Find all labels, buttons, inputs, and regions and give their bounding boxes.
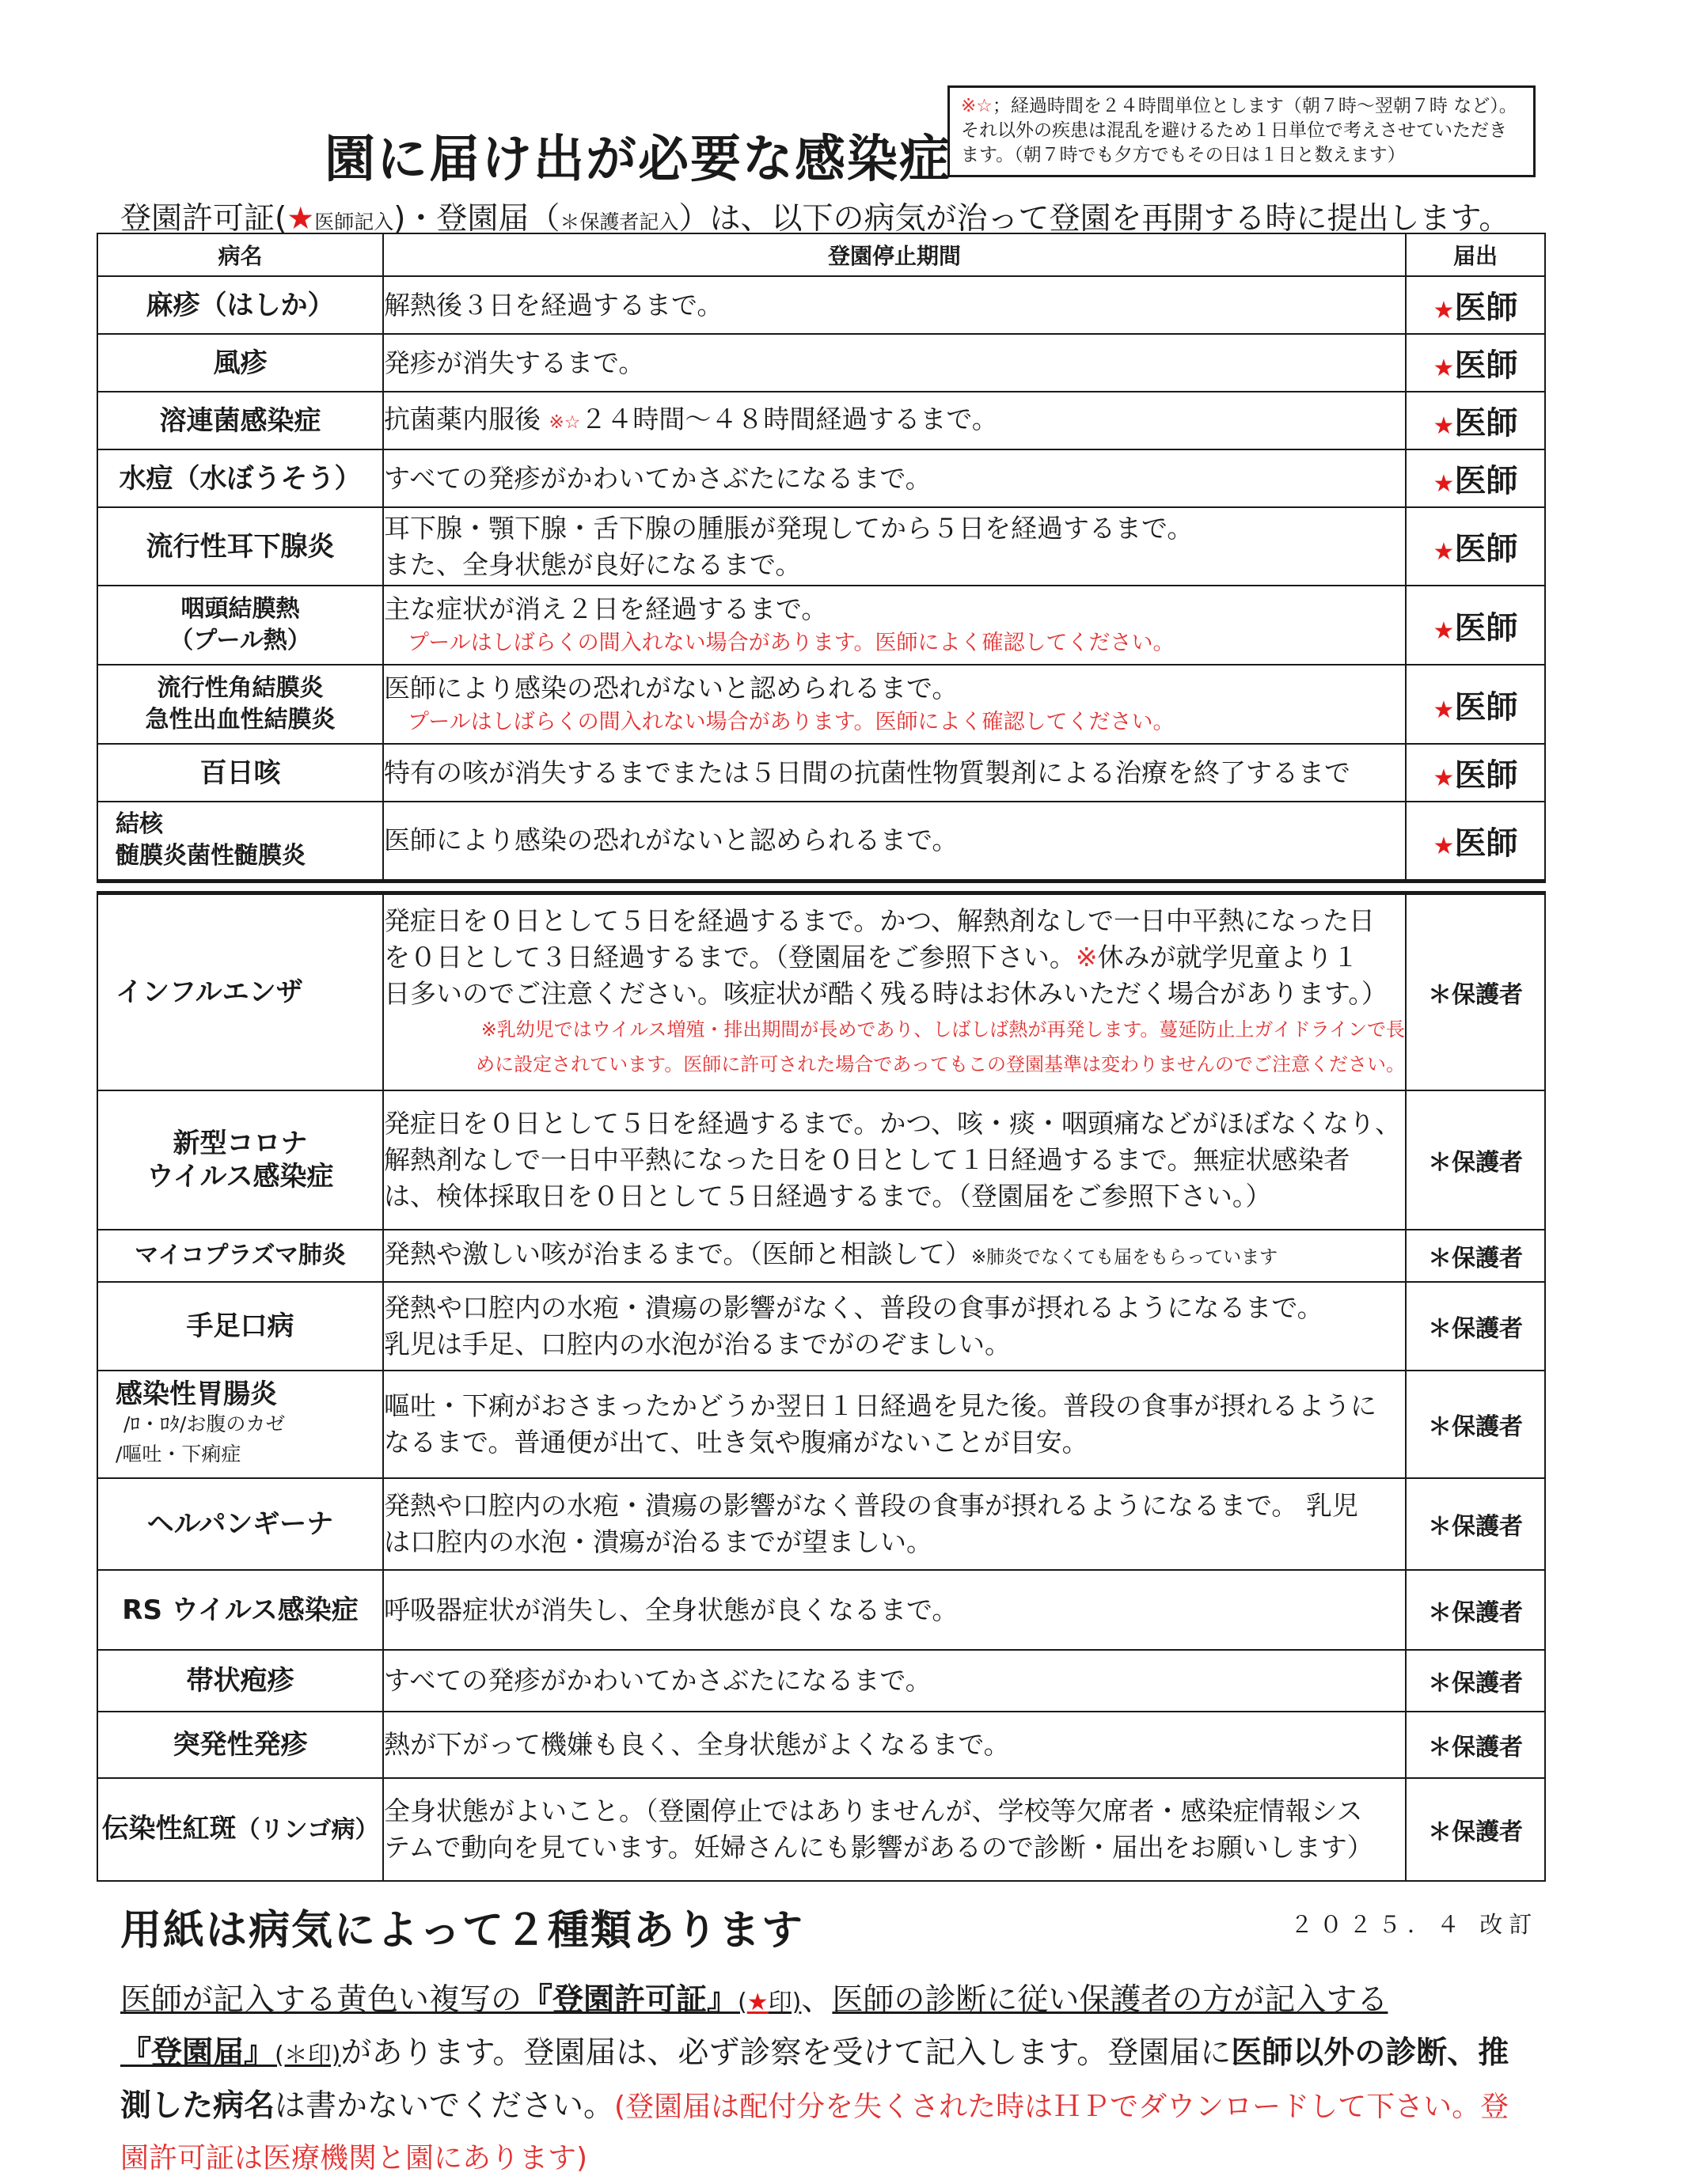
intro-part: 医師記入	[314, 210, 394, 233]
foot-text: 、	[801, 1982, 833, 2018]
table-row	[97, 392, 1545, 449]
table-row	[97, 1650, 1545, 1712]
influenza-warning: ※乳幼児ではウイルス増殖・排出期間が長めであり、しばしば熱が再発します。蔓延防止上ガイドラインで長	[480, 1018, 1405, 1041]
table-row	[97, 744, 1545, 802]
disease-name-line: （プール熱）	[169, 627, 311, 654]
foot-text: 医師以外の診断、推測した病名	[120, 2035, 1509, 2124]
section-divider	[97, 881, 1545, 893]
disease-name: 突発性発疹	[97, 1712, 383, 1778]
period-line: 全身状態がよいこと。（登園停止ではありませんが、学校等欠席者・感染症情報シス	[384, 1795, 1363, 1826]
intro-line	[120, 194, 1509, 238]
disease-name-line: 急性出血性結膜炎	[145, 706, 336, 734]
divider-cell	[97, 881, 1545, 893]
disease-name	[97, 1090, 383, 1230]
table-row	[97, 893, 1545, 1090]
report-doctor	[1406, 449, 1545, 507]
foot-text: (＊印)	[275, 2042, 341, 2069]
period-line: は口腔内の水泡・潰瘍が治るまでが望ましい。	[384, 1526, 932, 1557]
note-text: ；経過時間を２４時間単位とします（朝７時〜翌朝７時 など）。それ以外の疾患は混乱を避けるため１日単位で考えさせていただきます。（朝７時でも夕方でもその日は１日と数えます）	[961, 96, 1517, 165]
disease-name-sub: /嘔吐・下痢症	[116, 1443, 241, 1465]
table-row	[97, 276, 1545, 334]
report-guardian: ＊保護者	[1406, 893, 1545, 1090]
disease-name-line: ウイルス感染症	[146, 1161, 334, 1192]
table-row	[97, 1090, 1545, 1230]
exclusion-period: 特有の咳が消失するまでまたは５日間の抗菌性物質製剤による治療を終了するまで	[383, 744, 1406, 802]
report-label: 医師	[1454, 531, 1518, 567]
header-period: 登園停止期間	[383, 233, 1406, 276]
period-line: 乳児は手足、口腔内の水泡が治るまでがのぞましい。	[384, 1329, 1011, 1359]
exclusion-period	[383, 1282, 1406, 1371]
exclusion-period: すべての発疹がかわいてかさぶたになるまで。	[383, 449, 1406, 507]
report-guardian: ＊保護者	[1406, 1712, 1545, 1778]
period-text: を０日として３日経過するまで。（登園届をご参照下さい。	[384, 941, 1076, 973]
table-row	[97, 1712, 1545, 1778]
star-icon: ★	[1433, 616, 1455, 645]
exclusion-period: 熱が下がって機嫌も良く、全身状態がよくなるまで。	[383, 1712, 1406, 1778]
period-mark: ※☆	[549, 411, 581, 433]
exclusion-period: 医師により感染の恐れがないと認められるまで。	[383, 802, 1406, 881]
disease-name: 手足口病	[97, 1282, 383, 1371]
disease-name-sub: /ﾛ・ﾛﾀ/お腹のカゼ	[123, 1412, 286, 1435]
period-text: 休みが就学児童より１	[1097, 941, 1359, 973]
table-row	[97, 1230, 1545, 1282]
table-row	[97, 1478, 1545, 1570]
disease-name-part: （リンゴ病）	[236, 1816, 379, 1844]
star-icon: ★	[1433, 764, 1455, 792]
disease-name: 帯状疱疹	[97, 1650, 383, 1712]
report-label: 医師	[1454, 757, 1518, 794]
pool-note: プールはしばらくの間入れない場合があります。医師によく確認してください。	[408, 710, 1175, 734]
exclusion-period	[383, 893, 1406, 1090]
exclusion-period: 発疹が消失するまで。	[383, 334, 1406, 392]
header-report: 届出	[1406, 233, 1545, 276]
report-guardian: ＊保護者	[1406, 1371, 1545, 1478]
period-line: は、検体採取日を０日として５日経過するまで。（登園届をご参照下さい。）	[384, 1181, 1272, 1211]
period-line: 解熱剤なしで一日中平熱になった日を０日として１日経過するまで。無症状感染者	[384, 1144, 1350, 1175]
star-icon: ★	[746, 1989, 769, 2016]
period-text: ２４時間〜４８時間経過するまで。	[580, 403, 998, 434]
disease-name-line: 結核	[116, 810, 163, 839]
period-line: 発症日を０日として５日を経過するまで。かつ、解熱剤なしで一日中平熱になった日	[384, 904, 1376, 936]
star-icon: ★	[1433, 355, 1455, 382]
report-label: 医師	[1454, 463, 1518, 499]
note-mark: ※☆	[961, 96, 993, 116]
table-row	[97, 334, 1545, 392]
table-row	[97, 1282, 1545, 1371]
influenza-warning: めに設定されています。医師に許可された場合であってもこの登園基準は変わりませんのでご注意ください。	[476, 1052, 1405, 1075]
forms-explanation	[120, 1975, 1537, 2184]
foot-text: があります。登園届は、必ず診察を受けて記入します。登園届に	[340, 2035, 1232, 2071]
disease-name	[97, 665, 383, 744]
exclusion-period	[383, 1090, 1406, 1230]
exclusion-period	[383, 1778, 1406, 1881]
report-label: 医師	[1454, 825, 1518, 862]
period-line: 耳下腺・顎下腺・舌下腺の腫脹が発現してから５日を経過するまで。	[384, 512, 1194, 544]
period-line: 発熱や口腔内の水疱・潰瘍の影響がなく、普段の食事が摂れるようになるまで。	[384, 1292, 1323, 1323]
report-doctor	[1406, 334, 1545, 392]
period-line: 日多いのでご注意ください。咳症状が酷く残る時はお休みいただく場合があります。）	[384, 977, 1388, 1009]
table-row	[97, 449, 1545, 507]
disease-name: 水痘（水ぼうそう）	[97, 449, 383, 507]
pool-note: プールはしばらくの間入れない場合があります。医師によく確認してください。	[408, 631, 1175, 655]
disease-name-line: 感染性胃腸炎	[116, 1378, 277, 1410]
disease-name: 風疹	[97, 334, 383, 392]
disease-name	[97, 802, 383, 881]
foot-text: 医師が記入する黄色い複写の	[120, 1982, 522, 2018]
disease-name: ヘルパンギーナ	[97, 1478, 383, 1570]
period-text: 発熱や激しい咳が治まるまで。（医師と相談して）	[384, 1238, 971, 1269]
period-line: 発熱や口腔内の水疱・潰瘍の影響がなく普段の食事が摂れるようになるまで。 乳児	[384, 1490, 1358, 1521]
period-mark: ※	[1075, 941, 1098, 973]
period-note: ※肺炎でなくても届をもらっています	[970, 1247, 1278, 1268]
report-doctor	[1406, 744, 1545, 802]
report-label: 医師	[1454, 290, 1518, 326]
star-icon: ★	[1433, 832, 1455, 860]
disease-name	[97, 1371, 383, 1478]
star-icon: ★	[1433, 412, 1455, 440]
table-row	[97, 1570, 1545, 1650]
disease-name: RS ウイルス感染症	[97, 1570, 383, 1650]
exclusion-period: 呼吸器症状が消失し、全身状態が良くなるまで。	[383, 1570, 1406, 1650]
report-doctor	[1406, 586, 1545, 665]
exclusion-period	[383, 507, 1406, 586]
exclusion-period	[383, 665, 1406, 744]
foot-text: 『登園届』	[120, 2035, 275, 2071]
report-doctor	[1406, 802, 1545, 881]
period-line	[384, 939, 1405, 976]
report-guardian: ＊保護者	[1406, 1570, 1545, 1650]
download-note: (登園届は配付分を失くされた時はＨＰでダウンロードして下さい。登園許可証は医療機関と園にあります)	[120, 2091, 1509, 2175]
period-line: なるまで。普通便が出て、吐き気や腹痛がないことが目安。	[384, 1427, 1088, 1458]
exclusion-period: 解熱後３日を経過するまで。	[383, 276, 1406, 334]
period-line: 医師により感染の恐れがないと認められるまで。	[384, 673, 959, 703]
foot-text: 印)	[768, 1989, 802, 2016]
table-row	[97, 1371, 1545, 1478]
table-header-row	[97, 233, 1545, 276]
disease-name: インフルエンザ	[97, 893, 383, 1090]
disease-name: 溶連菌感染症	[97, 392, 383, 449]
report-label: 医師	[1454, 405, 1518, 442]
period-line: 主な症状が消え２日を経過するまで。	[384, 593, 828, 624]
report-guardian: ＊保護者	[1406, 1650, 1545, 1712]
exclusion-period	[383, 1230, 1406, 1282]
revision-date: ２０２５．４ 改訂	[1290, 1911, 1539, 1938]
exclusion-period	[383, 586, 1406, 665]
exclusion-period	[383, 392, 1406, 449]
star-icon: ★	[1433, 297, 1455, 324]
time-note-box	[947, 85, 1536, 177]
table-row	[97, 586, 1545, 665]
disease-name: 麻疹（はしか）	[97, 276, 383, 334]
disease-name: 流行性耳下腺炎	[97, 507, 383, 586]
report-guardian: ＊保護者	[1406, 1778, 1545, 1881]
period-line: テムで動向を見ています。妊婦さんにも影響があるので診断・届出をお願いします）	[384, 1832, 1373, 1863]
disease-name: マイコプラズマ肺炎	[97, 1230, 383, 1282]
disease-name-part: 伝染性紅斑	[101, 1813, 237, 1845]
disease-name-line: 咽頭結膜熱	[180, 595, 300, 623]
star-icon: ★	[1433, 470, 1455, 498]
star-icon: ★	[1433, 696, 1455, 724]
table-row	[97, 665, 1545, 744]
intro-part: ＊保護者記入	[560, 210, 679, 233]
period-line: また、全身状態が良好になるまで。	[384, 548, 802, 580]
report-doctor	[1406, 665, 1545, 744]
header-name: 病名	[97, 233, 383, 276]
intro-part: ）は、以下の病気が治って登園を再開する時に提出します。	[678, 201, 1510, 237]
period-line: 発症日を０日として５日を経過するまで。かつ、咳・痰・咽頭痛などがほぼなくなり、	[384, 1108, 1402, 1139]
report-guardian: ＊保護者	[1406, 1478, 1545, 1570]
disease-name-line: 髄膜炎菌性髄膜炎	[116, 842, 306, 870]
period-text: 抗菌薬内服後	[384, 403, 549, 434]
report-guardian: ＊保護者	[1406, 1282, 1545, 1371]
report-doctor	[1406, 507, 1545, 586]
report-guardian: ＊保護者	[1406, 1090, 1545, 1230]
report-label: 医師	[1454, 609, 1518, 646]
star-icon: ★	[287, 201, 315, 237]
report-guardian: ＊保護者	[1406, 1230, 1545, 1282]
disease-name: 百日咳	[97, 744, 383, 802]
exclusion-period	[383, 1478, 1406, 1570]
exclusion-period	[383, 1371, 1406, 1478]
report-label: 医師	[1454, 688, 1518, 726]
exclusion-period: すべての発疹がかわいてかさぶたになるまで。	[383, 1650, 1406, 1712]
disease-name-line: 新型コロナ	[173, 1128, 308, 1159]
foot-text: は書かないでください。	[275, 2088, 615, 2124]
star-icon: ★	[1433, 538, 1455, 566]
foot-text: (	[738, 1989, 747, 2016]
page-title: 園に届け出が必要な感染症	[325, 131, 951, 189]
disease-name	[97, 1778, 383, 1881]
intro-part: )・登園届（	[393, 201, 560, 237]
disease-name-line: 流行性角結膜炎	[157, 674, 324, 702]
report-doctor	[1406, 276, 1545, 334]
table-row	[97, 507, 1545, 586]
forms-heading: 用紙は病気によって２種類あります	[120, 1907, 805, 1955]
disease-name	[97, 586, 383, 665]
table-row	[97, 1778, 1545, 1881]
intro-part: 登園許可証(	[120, 201, 287, 237]
report-label: 医師	[1454, 347, 1518, 384]
report-doctor	[1406, 392, 1545, 449]
foot-text: 『登園許可証』	[522, 1982, 738, 2018]
period-line: 嘔吐・下痢がおさまったかどうか翌日１日経過を見た後。普段の食事が摂れるように	[384, 1390, 1376, 1421]
disease-table	[97, 233, 1546, 1882]
foot-text: 医師の診断に従い保護者の方が記入する	[832, 1982, 1388, 2018]
table-row	[97, 802, 1545, 881]
